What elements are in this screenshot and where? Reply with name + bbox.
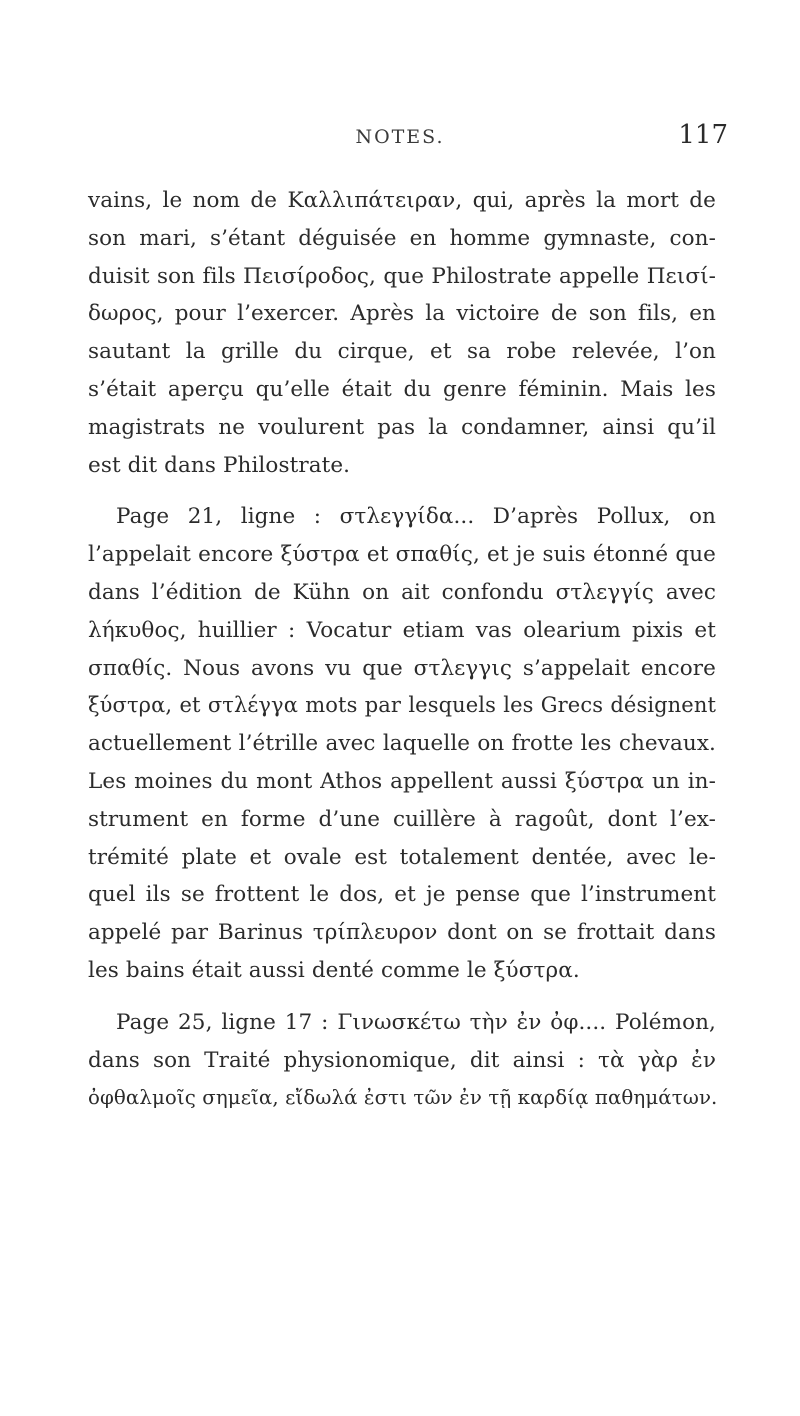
text-line: sautant la grille du cirque, et sa robe relevée, l’on [88, 339, 716, 365]
text-line: ὀφθαλμοῖς σημεῖα, εἴδωλά ἐστι τῶν ἐν τῇ καρδίᾳ παθημάτων. [88, 1086, 718, 1110]
text-line: δωρος, pour l’exercer. Après la victoire de son fils, en [88, 301, 716, 327]
paragraph-2 [88, 498, 716, 989]
text-line: λήκυθος, huillier : Vocatur etiam vas olearium pixis et [88, 617, 716, 643]
text-line: vains, le nom de Καλλιπάτειραν, qui, après la mort de [88, 188, 716, 213]
paragraph-3 [88, 1004, 716, 1117]
text-line: dans l’édition de Kühn on ait confondu στλεγγίς avec [88, 579, 716, 605]
text-line: est dit dans Philostrate. [88, 452, 351, 478]
text-line: Page 25, ligne 17 : Γινωσκέτω τὴν ἐν ὀφ.... Polémon, [116, 1009, 716, 1035]
text-line: les bains était aussi denté comme le ξύστρα. [88, 957, 580, 983]
text-line: Les moines du mont Athos appellent aussi ξύστρα un in- [88, 768, 716, 794]
text-line: trémité plate et ovale est totalement dentée, avec le- [88, 844, 716, 870]
text-line: ξύστρα, et στλέγγα mots par lesquels les Grecs désignent [88, 693, 716, 718]
text-line: s’était aperçu qu’elle était du genre féminin. Mais les [88, 376, 716, 402]
text-line: Page 21, ligne : στλεγγίδα... D’après Pollux, on [116, 504, 716, 530]
text-line: dans son Traité physionomique, dit ainsi : τὰ γὰρ ἐν [88, 1047, 716, 1073]
text-line: son mari, s’étant déguisée en homme gymnaste, con- [88, 225, 716, 251]
paragraph-1 [88, 182, 716, 484]
text-line: σπαθίς. Nous avons vu que στλεγγις s’appelait encore [88, 655, 716, 681]
body-text [88, 182, 716, 1117]
page-header [72, 120, 728, 160]
running-head: NOTES. [355, 126, 445, 148]
paragraph-gap [88, 484, 716, 498]
text-line: appelé par Barinus τρίπλευρον dont on se frottait dans [88, 920, 716, 946]
text-line: duisit son fils Πεισίροδος, que Philostrate appelle Πεισί- [88, 263, 716, 289]
text-line: quel ils se frottent le dos, et je pense que l’instrument [88, 882, 716, 908]
page-number: 117 [678, 120, 728, 150]
text-line: strument en forme d’une cuillère à ragoût, dont l’ex- [88, 806, 716, 832]
paragraph-gap [88, 990, 716, 1004]
text-line: actuellement l’étrille avec laquelle on frotte les chevaux. [88, 731, 716, 757]
text-line: l’appelait encore ξύστρα et σπαθίς, et je suis étonné que [88, 542, 716, 568]
text-line: magistrats ne voulurent pas la condamner, ainsi qu’il [88, 414, 716, 440]
